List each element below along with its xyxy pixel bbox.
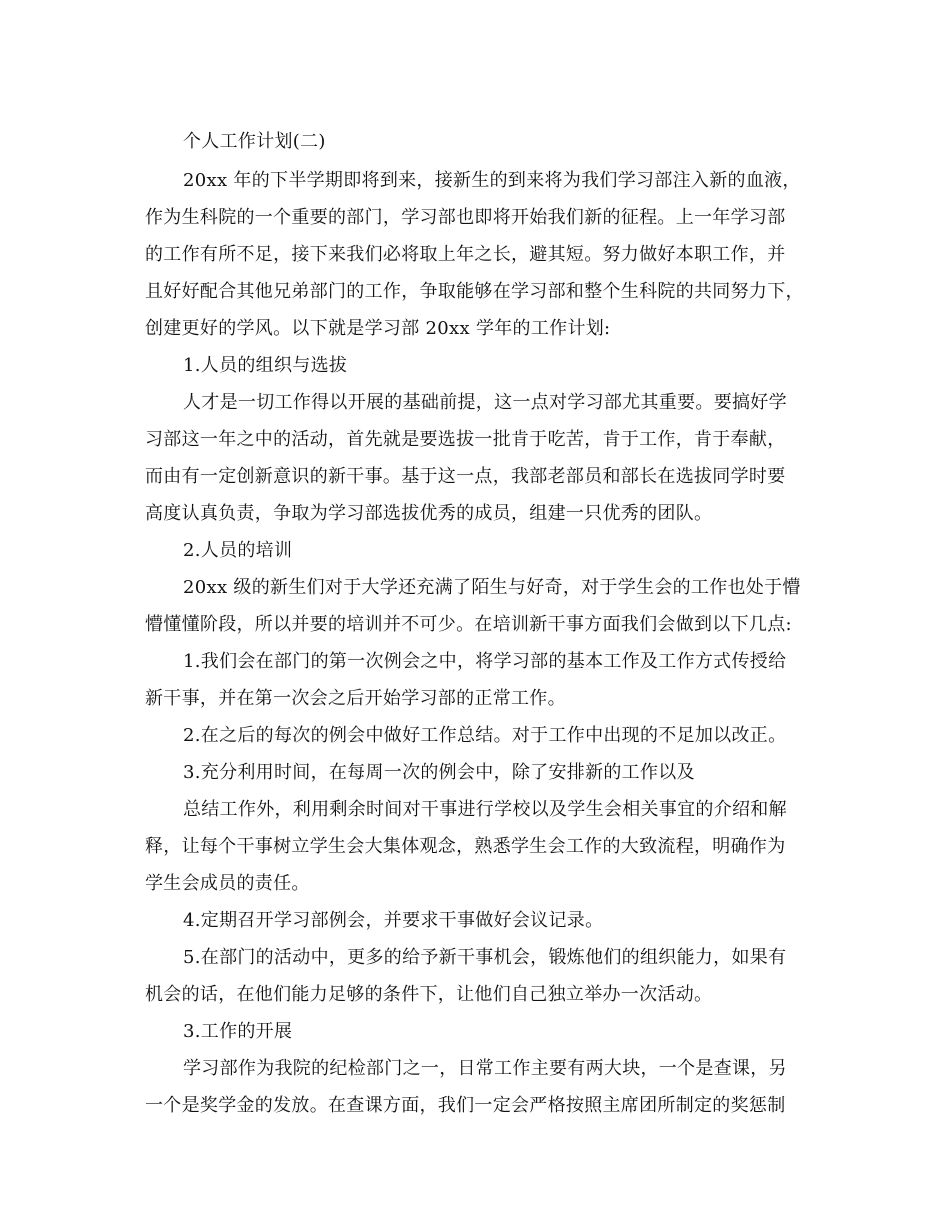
section-heading: 2.人员的培训 bbox=[183, 540, 293, 561]
paragraph-line: 释，让每个干事树立学生会大集体观念，熟悉学生会工作的大致流程，明确作为 bbox=[145, 836, 786, 857]
paragraph-line: 懵懂懂阶段，所以并要的培训并不可少。在培训新干事方面我们会做到以下几点: bbox=[145, 614, 792, 635]
paragraph-line: 一个是奖学金的发放。在查课方面，我们一定会严格按照主席团所制定的奖惩制 bbox=[145, 1095, 786, 1116]
list-item-line: 5.在部门的活动中，更多的给予新干事机会，锻炼他们的组织能力，如果有 bbox=[183, 947, 787, 968]
list-item-line: 2.在之后的每次的例会中做好工作总结。对于工作中出现的不足加以改正。 bbox=[183, 725, 787, 746]
paragraph-line: 20xx 年的下半学期即将到来，接新生的到来将为我们学习部注入新的血液， bbox=[183, 170, 801, 191]
paragraph-line: 且好好配合其他兄弟部门的工作，争取能够在学习部和整个生科院的共同努力下， bbox=[145, 281, 804, 302]
paragraph-line: 20xx 级的新生们对于大学还充满了陌生与好奇，对于学生会的工作也处于懵 bbox=[183, 577, 801, 598]
paragraph-line: 总结工作外，利用剩余时间对干事进行学校以及学生会相关事宜的介绍和解 bbox=[183, 799, 787, 820]
paragraph-line: 而由有一定创新意识的新干事。基于这一点，我部老部员和部长在选拔同学时要 bbox=[145, 466, 786, 487]
list-item-line: 新干事，并在第一次会之后开始学习部的正常工作。 bbox=[145, 688, 566, 709]
paragraph-line: 学习部作为我院的纪检部门之一，日常工作主要有两大块，一个是查课，另 bbox=[183, 1058, 787, 1079]
list-item-line: 1.我们会在部门的第一次例会之中，将学习部的基本工作及工作方式传授给 bbox=[183, 651, 787, 672]
paragraph-line: 人才是一切工作得以开展的基础前提，这一点对学习部尤其重要。要搞好学 bbox=[183, 392, 787, 413]
list-item-line: 3.充分利用时间，在每周一次的例会中，除了安排新的工作以及 bbox=[183, 762, 695, 783]
list-item-line: 4.定期召开学习部例会，并要求干事做好会议记录。 bbox=[183, 910, 604, 931]
paragraph-line: 创建更好的学风。以下就是学习部 20xx 学年的工作计划: bbox=[145, 318, 611, 339]
paragraph-line: 高度认真负责，争取为学习部选拔优秀的成员，组建一只优秀的团队。 bbox=[145, 503, 713, 524]
paragraph-line: 学生会成员的责任。 bbox=[145, 873, 310, 894]
paragraph-line: 的工作有所不足，接下来我们必将取上年之长，避其短。努力做好本职工作，并 bbox=[145, 244, 786, 265]
paragraph-line: 作为生科院的一个重要的部门，学习部也即将开始我们新的征程。上一年学习部 bbox=[145, 207, 786, 228]
section-heading: 3.工作的开展 bbox=[183, 1021, 293, 1042]
section-heading: 1.人员的组织与选拔 bbox=[183, 355, 348, 376]
paragraph-line: 习部这一年之中的活动，首先就是要选拔一批肯于吃苦，肯于工作，肯于奉献， bbox=[145, 429, 786, 450]
list-item-line: 机会的话，在他们能力足够的条件下，让他们自己独立举办一次活动。 bbox=[145, 984, 713, 1005]
document-title: 个人工作计划(二) bbox=[183, 131, 326, 152]
